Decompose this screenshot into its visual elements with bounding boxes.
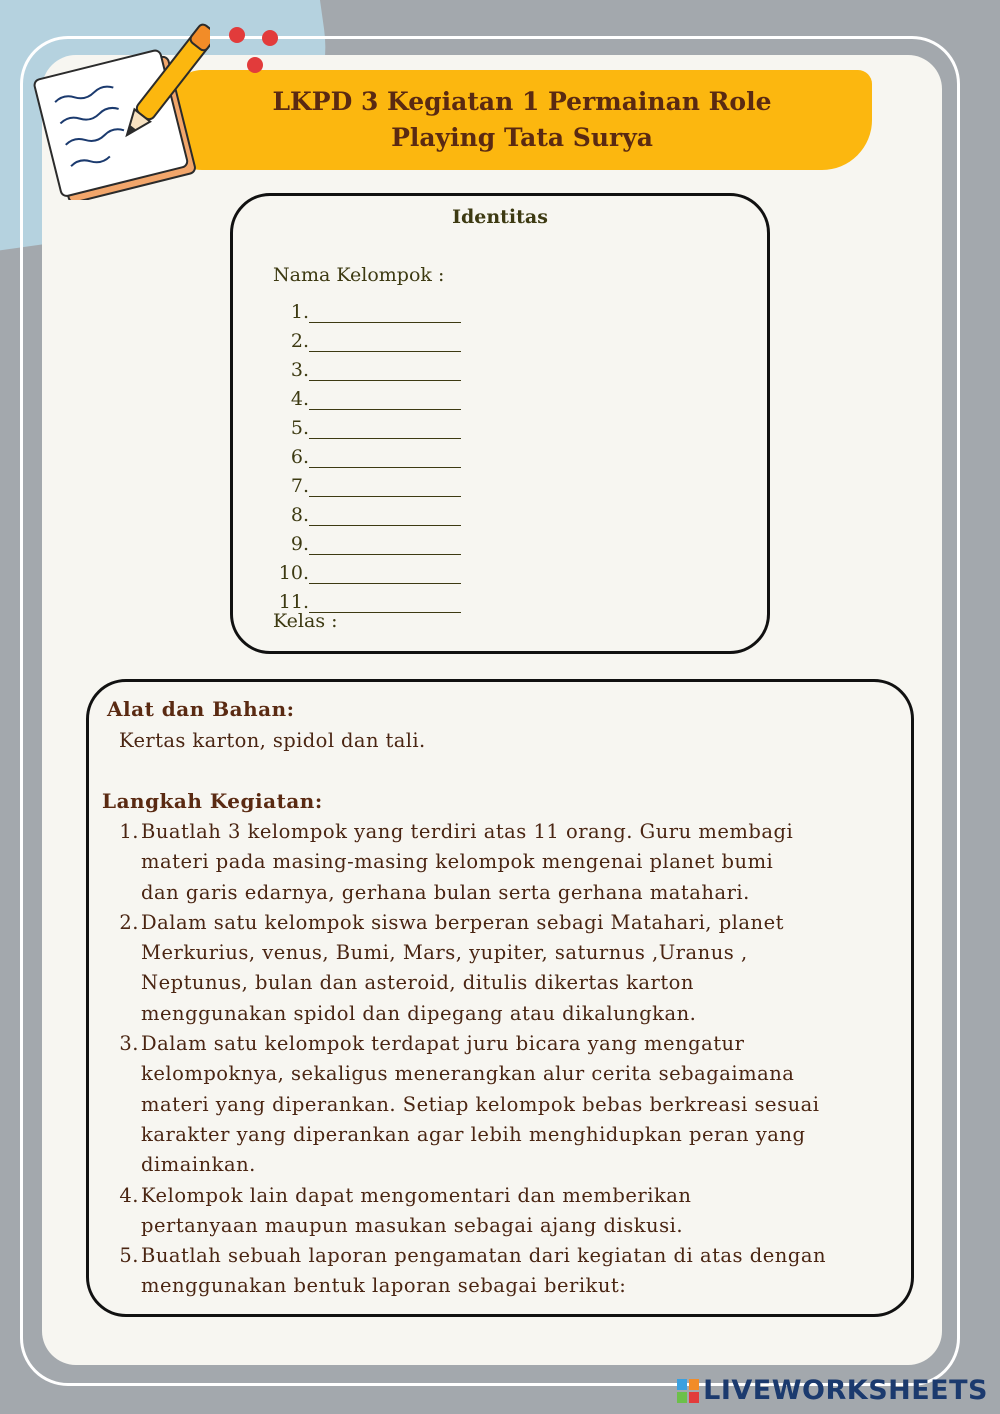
member-row: 4.: [273, 381, 461, 410]
member-input-line[interactable]: [309, 387, 461, 410]
member-list: [273, 294, 461, 613]
member-input-line[interactable]: [309, 474, 461, 497]
step-number: 4.: [119, 1183, 139, 1207]
step-item: [109, 1181, 899, 1242]
step-item: [109, 1029, 899, 1180]
member-row: 3.: [273, 352, 461, 381]
title-line-2: Playing Tata Surya: [391, 123, 653, 152]
watermark-text: LIVEWORKSHEETS: [703, 1375, 988, 1406]
member-input-line[interactable]: [309, 416, 461, 439]
step-text: Buatlah 3 kelompok yang terdiri atas 11 orang. Guru membagi materi pada masing-masing kelompok mengenai planet bumi dan garis edarnya, gerhana bulan serta gerhana matahari.: [141, 820, 794, 904]
step-item: [109, 817, 899, 908]
identity-title: Identitas: [452, 206, 548, 228]
member-row: 7.: [273, 468, 461, 497]
tools-heading: Alat dan Bahan:: [107, 697, 295, 721]
member-row: 8.: [273, 497, 461, 526]
step-text: Buatlah sebuah laporan pengamatan dari kegiatan di atas dengan menggunakan bentuk laporan sebagai berikut:: [141, 1244, 827, 1298]
step-number: 5.: [119, 1244, 139, 1268]
tools-text: Kertas karton, spidol dan tali.: [119, 729, 426, 752]
member-row: 10.: [273, 555, 461, 584]
step-text: Dalam satu kelompok siswa berperan sebagi Matahari, planet Merkurius, venus, Bumi, Mars, yupiter, saturnus ,Uranus , Neptunus, bulan dan asteroid, ditulis dikertas karton menggunakan spidol dan dipegang atau dikalungkan.: [141, 910, 784, 1025]
member-input-line[interactable]: [309, 358, 461, 381]
title-banner: [172, 70, 872, 170]
step-text: Kelompok lain dapat mengomentari dan memberikan pertanyaan maupun masukan sebagai ajang diskusi.: [141, 1183, 692, 1237]
member-input-line[interactable]: [309, 532, 461, 555]
class-label: Kelas :: [273, 610, 338, 632]
steps-list: [109, 817, 899, 1302]
member-row: 5.: [273, 410, 461, 439]
step-item: [109, 908, 899, 1029]
member-input-line[interactable]: [309, 503, 461, 526]
group-name-label: Nama Kelompok :: [273, 264, 445, 286]
step-number: 1.: [119, 820, 139, 843]
step-item: [109, 1241, 899, 1302]
steps-heading: Langkah Kegiatan:: [102, 789, 323, 813]
member-row: 6.: [273, 439, 461, 468]
member-input-line[interactable]: [309, 329, 461, 352]
member-input-line[interactable]: [309, 445, 461, 468]
step-text: Dalam satu kelompok terdapat juru bicara yang mengatur kelompoknya, sekaligus menerangkan alur cerita sebagaimana materi yang diperankan. Setiap kelompok bebas berkreasi sesuai karakter yang diperankan agar lebih menghidupkan peran yang dimainkan.: [141, 1032, 820, 1177]
member-row: 1.: [273, 294, 461, 323]
member-row: 2.: [273, 323, 461, 352]
member-input-line[interactable]: [309, 561, 461, 584]
member-input-line[interactable]: [309, 300, 461, 323]
member-row: 11.: [273, 584, 461, 613]
decorative-dots: [225, 20, 295, 80]
liveworksheets-logo-icon: [677, 1379, 699, 1403]
step-number: 2.: [119, 910, 139, 934]
activity-box: [86, 679, 914, 1317]
title-line-1: LKPD 3 Kegiatan 1 Permainan Role: [272, 87, 772, 116]
notebook-pen-icon: [20, 20, 210, 200]
step-number: 3.: [119, 1032, 139, 1056]
identity-box: [230, 193, 770, 654]
liveworksheets-watermark: [677, 1375, 988, 1406]
member-row: 9.: [273, 526, 461, 555]
